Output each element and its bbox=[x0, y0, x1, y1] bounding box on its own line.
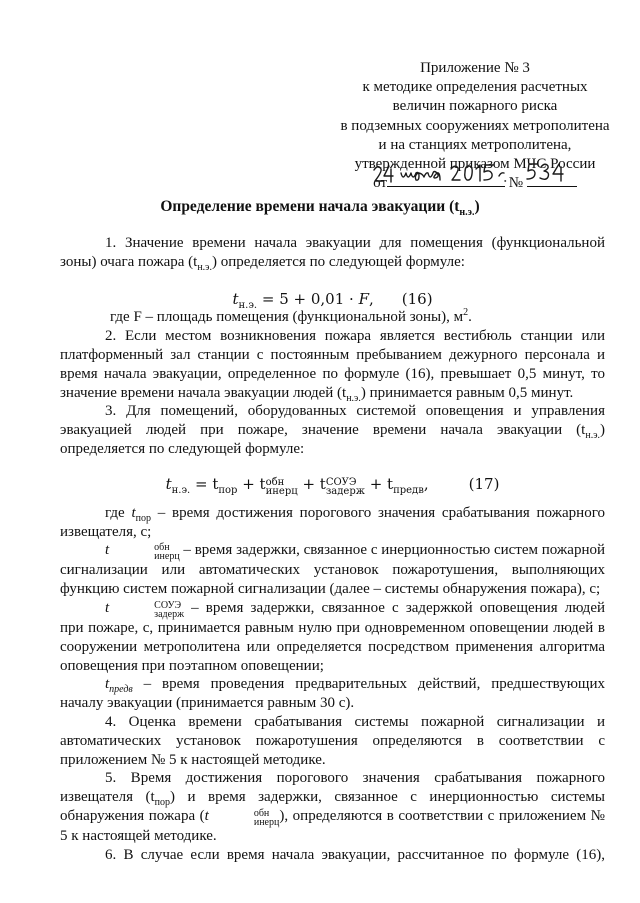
p5-text-b: ) и время задержки, связанное с инерционностью системы обнаружения пожара ( bbox=[60, 789, 605, 824]
title-close: ) bbox=[474, 198, 480, 215]
paragraph-1 bbox=[60, 234, 605, 272]
where-tpredv-b: – время проведения предварительных действий, предшествующих началу эвакуации (принимается равным 30 с). bbox=[60, 676, 605, 712]
f17-eq: = t bbox=[190, 474, 219, 493]
f17-label: (17) bbox=[468, 474, 500, 493]
header-line-5: и на станциях метрополитена, bbox=[378, 136, 572, 153]
where-f-end: . bbox=[468, 309, 472, 326]
f17-sub5: предв bbox=[393, 484, 424, 496]
paragraph-6: 6. В случае если время начала эвакуации, рассчитанное по формуле (16), bbox=[105, 846, 605, 863]
f17-plus-1: + t bbox=[237, 474, 266, 493]
p2-text-a: 2. Если местом возникновения пожара является вестибюль станции или платформенный зал станции с постоянным пребыванием дежурного персонала и время начала эвакуации, определенное по формуле (16), превышает 0,5 минут, то значение времени начала эвакуации людей (t bbox=[60, 328, 605, 401]
where-tzaderzh-t: t bbox=[105, 599, 110, 616]
header-line-4: в подземных сооружениях метрополитена bbox=[340, 117, 610, 134]
where-tpredv bbox=[60, 675, 605, 713]
p1-sub: н.э. bbox=[197, 261, 212, 273]
where-tzaderzh-b: – время задержки, связанное с задержкой оповещения людей при пожаре, с, принимается равным нулю при одновременном оповещении людей в сооружении метрополитена или определяется посредством применения алгоритма оповещения при поэтапном оповещении; bbox=[60, 599, 605, 674]
f16-t: t bbox=[232, 289, 239, 308]
header-line-3: величин пожарного риска bbox=[392, 98, 558, 115]
where-tzaderzh bbox=[60, 599, 605, 675]
p3-sub: н.э. bbox=[585, 430, 600, 442]
header-line-1: Приложение № 3 bbox=[420, 60, 530, 76]
where-tinerc-b: – время задержки, связанное с инерционностью систем пожарной сигнализации или автоматических установок пожаротушения, выполняющих функцию систем пожарной сигнализации (далее – системы обнаружения пожара), с; bbox=[60, 542, 605, 598]
f16-rest: = 5 + 0,01 · bbox=[257, 289, 359, 308]
where-tpor bbox=[60, 504, 605, 542]
order-number-label: № bbox=[508, 175, 524, 192]
paragraph-2 bbox=[60, 327, 605, 402]
where-tpredv-t: t bbox=[105, 676, 110, 693]
where-tpor-t: t bbox=[131, 504, 136, 521]
document-body bbox=[60, 234, 605, 865]
paragraph-3 bbox=[60, 402, 605, 458]
where-tzaderzh-stack: СОУЭ задерж bbox=[154, 599, 184, 620]
order-prefix: от bbox=[373, 175, 388, 192]
p5-text-a: 5. Время достижения порогового значения срабатывания пожарного извещателя (t bbox=[60, 770, 605, 806]
title-subscript: н.э. bbox=[459, 207, 475, 219]
f16-after: , bbox=[368, 289, 374, 308]
where-tpor-a: где bbox=[105, 504, 132, 521]
p2-text-b: ) принимается равным 0,5 минут. bbox=[360, 384, 574, 401]
p3-text-b: ) определяется по следующей формуле: bbox=[60, 422, 605, 457]
f17-sub1: н.э. bbox=[171, 484, 191, 496]
section-title bbox=[0, 198, 640, 219]
p1-text-a: 1. Значение времени начала эвакуации для помещения (функциональной зоны) очага пожара (t bbox=[60, 235, 605, 270]
f17-plus-2: + t bbox=[297, 474, 326, 493]
where-f-sup: 2 bbox=[463, 307, 469, 319]
where-f-text: где F – площадь помещения (функциональной зоны), м bbox=[110, 309, 464, 326]
p5-text-c: ), определяются в соответствии с приложением № 5 к настоящей методике. bbox=[60, 807, 605, 844]
p2-sub: н.э. bbox=[346, 392, 361, 404]
p5-stack: обн инерц bbox=[253, 807, 280, 828]
f17-stack-3: обн инерц bbox=[265, 476, 298, 497]
where-tpor-sub: пор bbox=[135, 512, 151, 524]
f16-var: F bbox=[358, 289, 369, 308]
p5-t: t bbox=[204, 807, 209, 824]
where-f bbox=[60, 308, 605, 327]
f17-plus-3: + t bbox=[364, 474, 394, 493]
where-tinerc-stack: обн инерц bbox=[154, 542, 180, 563]
f17-after: , bbox=[423, 474, 429, 493]
f17-t: t bbox=[165, 474, 172, 493]
where-tinerc bbox=[60, 541, 605, 599]
where-tinerc-t: t bbox=[105, 542, 110, 559]
where-tpor-b: – время достижения порогового значения срабатывания пожарного извещателя, с; bbox=[60, 504, 605, 540]
title-text: Определение времени начала эвакуации (t bbox=[160, 198, 460, 215]
handwritten-date-and-number bbox=[369, 160, 579, 188]
f17-sub2: пор bbox=[218, 484, 238, 496]
formula-17 bbox=[60, 475, 605, 496]
where-tpredv-sub: предв bbox=[109, 684, 133, 696]
formula-16 bbox=[60, 290, 605, 309]
f16-sub: н.э. bbox=[238, 299, 258, 311]
f17-stack-4: СОУЭ задерж bbox=[325, 476, 365, 497]
paragraph-4: 4. Оценка времени срабатывания системы пожарной сигнализации и автоматических установок пожаротушения определяются в соответствии с приложением № 5 к настоящей методике. bbox=[60, 713, 605, 768]
header-line-6: утвержденной приказом МЧС России bbox=[354, 156, 596, 173]
f16-label: (16) bbox=[401, 289, 433, 308]
p1-text-b: ) определяется по следующей формуле: bbox=[211, 253, 465, 270]
header-line-2: к методике определения расчетных bbox=[362, 79, 588, 96]
p5-sub: пор bbox=[154, 797, 171, 809]
paragraph-5 bbox=[60, 769, 605, 845]
p3-text-a: 3. Для помещений, оборудованных системой оповещения и управления эвакуацией людей при пожаре, значение времени начала эвакуации (t bbox=[60, 403, 605, 439]
